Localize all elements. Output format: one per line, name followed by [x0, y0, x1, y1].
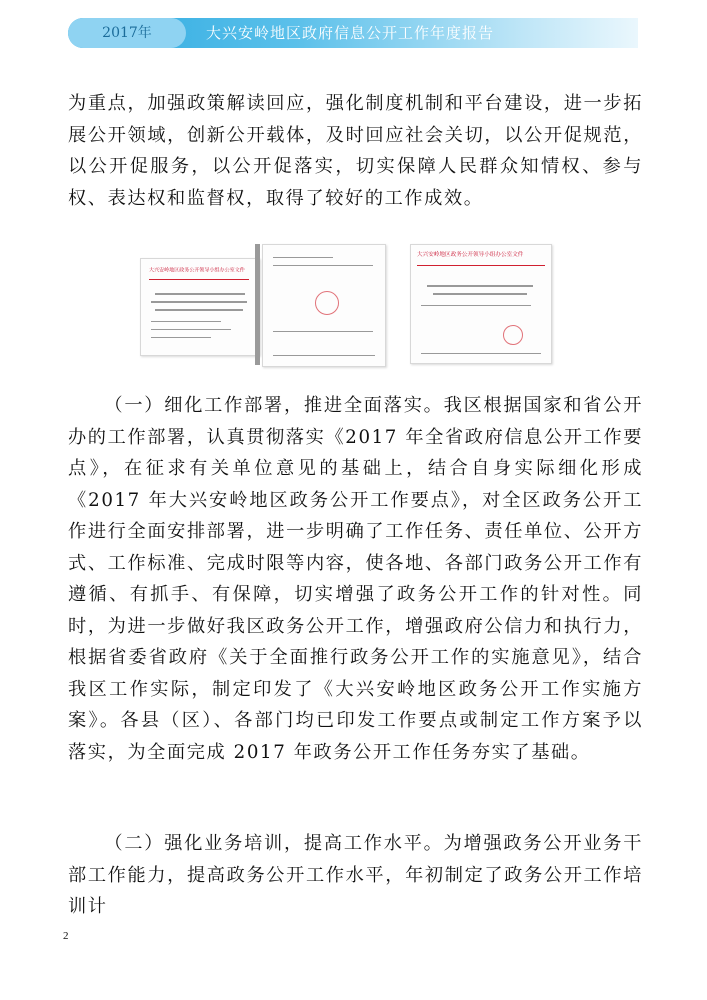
header-year-badge: 2017年: [68, 18, 186, 48]
document-3-red-rule: [417, 265, 545, 266]
header-title: 大兴安岭地区政府信息公开工作年度报告: [206, 24, 495, 42]
document-image-3: [410, 244, 552, 364]
document-2-seal: [315, 291, 339, 315]
paragraph-section-2: （二）强化业务培训，提高工作水平。为增强政务公开业务干部工作能力，提高政务公开工作水平，年初制定了政务公开工作培训计: [68, 833, 643, 917]
document-divider: [255, 244, 260, 365]
page-number: 2: [63, 930, 69, 942]
document-3-text-line: [433, 293, 527, 295]
document-1-text-line: [155, 309, 243, 311]
document-image-2: [262, 244, 386, 367]
document-2-text-line: [273, 265, 373, 266]
document-image-1: [140, 258, 260, 356]
document-1-text-line: [155, 293, 245, 295]
page-header: [68, 18, 638, 48]
paragraph-intro: 为重点，加强政策解读回应，强化制度机制和平台建设，进一步拓展公开领域，创新公开载体，及时回应社会关切，以公开促规范，以公开促服务，以公开促落实，切实保障人民群众知情权、参与权、表达权和监督权，取得了较好的工作成效。: [68, 93, 643, 209]
document-1-text-line: [151, 329, 231, 330]
document-3-text-line: [427, 285, 533, 287]
document-3-red-title: 大兴安岭地区政务公开领导小组办公室文件: [417, 251, 524, 258]
paragraph-section-1: （一）细化工作部署，推进全面落实。我区根据国家和省公开办的工作部署，认真贯彻落实《2017 年全省政府信息公开工作要点》，在征求有关单位意见的基础上，结合自身实际细化形成《2017 年大兴安岭地区政务公开工作要点》，对全区政务公开工作进行全面安排部署，进一步明确了工作任务、责任单位、公开方式、工作标准、完成时限等内容，使各地、各部门政务公开工作有遵循、有抓手、有保障，切实增强了政务公开工作的针对性。同时，为进一步做好我区政务公开工作，增强政府公信力和执行力，根据省委省政府《关于全面推行政务公开工作的实施意见》，结合我区工作实际，制定印发了《大兴安岭地区政务公开工作实施方案》。各县（区）、各部门均已印发工作要点或制定工作方案予以落实，为全面完成 2017 年政务公开工作任务夯实了基础。: [68, 395, 643, 763]
document-3-text-line: [421, 353, 541, 354]
document-1-text-line: [151, 301, 247, 303]
document-3-text-line: [421, 305, 531, 306]
document-2-text-line: [273, 355, 375, 356]
document-3-seal: [503, 325, 523, 345]
document-1-text-line: [151, 337, 211, 338]
document-2-text-line: [273, 331, 373, 332]
document-images: [140, 242, 585, 365]
document-1-red-title: 大兴安岭地区政务公开领导小组办公室文件: [149, 267, 245, 273]
document-1-text-line: [151, 321, 221, 322]
document-1-red-rule: [149, 279, 249, 280]
document-2-text-line: [273, 257, 333, 258]
